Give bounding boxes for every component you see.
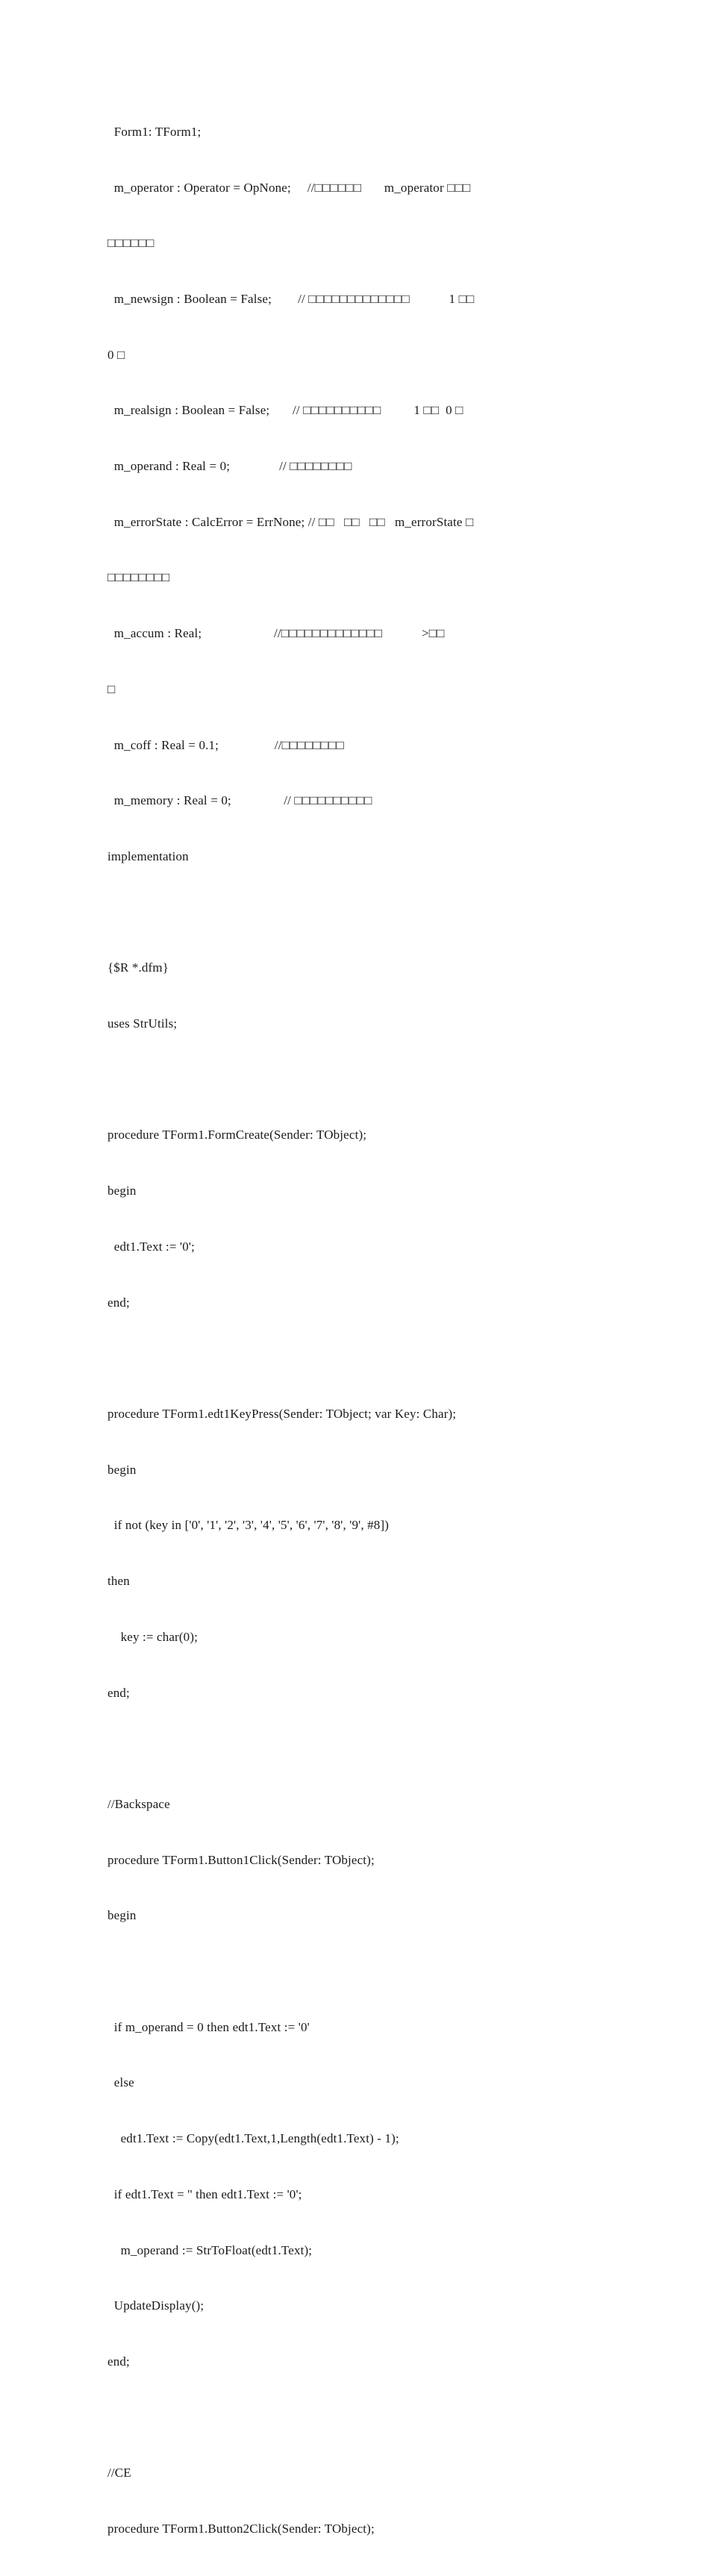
code-line: implementation [107,848,189,863]
code-line: m_memory : Real = 0; // □□□□□□□□□□ [107,793,372,808]
code-line: end; [107,1295,130,1310]
code-line: //CE [107,2466,131,2480]
code-line: begin [107,1908,137,1923]
code-line: {$R *.dfm} [107,960,169,975]
code-line: m_errorState : CalcError = ErrNone; // □□ □□ □□ m_errorState □ [107,514,474,529]
code-line: if not (key in ['0', '1', '2', '3', '4', '5', '6', '7', '8', '9', #8]) [107,1518,390,1533]
code-line: □□□□□□□□ [107,570,170,585]
code-line-blank [107,2409,630,2427]
code-line: □ [107,681,116,696]
code-line: m_operator : Operator = OpNone; //□□□□□□ m_operator □□□ [107,180,471,195]
code-line: procedure TForm1.Button1Click(Sender: TObject); [107,1852,375,1867]
code-line: if m_operand = 0 then edt1.Text := '0' [107,2019,310,2034]
code-line: else [107,2075,134,2090]
code-line: procedure TForm1.Button2Click(Sender: TObject); [107,2522,375,2536]
code-line: edt1.Text := '0'; [107,1239,195,1254]
code-line: then [107,1574,130,1589]
code-line-blank [107,904,630,922]
code-line: m_operand : Real = 0; // □□□□□□□□ [107,459,352,474]
code-line: if edt1.Text = '' then edt1.Text := '0'; [107,2186,302,2201]
code-line: //Backspace [107,1796,170,1811]
code-listing [107,86,630,2576]
code-line: □□□□□□ [107,236,154,251]
code-line: procedure TForm1.edt1KeyPress(Sender: TObject; var Key: Char); [107,1406,457,1421]
code-line-blank [107,1349,630,1368]
code-line: UpdateDisplay(); [107,2298,204,2313]
code-line: 0 □ [107,347,125,362]
code-line: m_realsign : Boolean = False; // □□□□□□□□□□ 1 □□ 0 □ [107,403,463,418]
code-line: Form1: TForm1; [107,124,202,139]
code-line: edt1.Text := Copy(edt1.Text,1,Length(edt1.Text) - 1); [107,2131,399,2146]
code-line: uses StrUtils; [107,1016,178,1031]
code-line-blank [107,1071,630,1090]
code-line: begin [107,1462,137,1477]
code-line: procedure TForm1.FormCreate(Sender: TObject); [107,1128,367,1142]
code-line: m_operand := StrToFloat(edt1.Text); [107,2242,313,2257]
code-line: begin [107,1184,137,1198]
code-line: end; [107,2354,130,2369]
code-line: m_coff : Real = 0.1; //□□□□□□□□ [107,737,344,752]
code-line: key := char(0); [107,1629,199,1644]
code-line-blank [107,1739,630,1758]
code-line-blank [107,1963,630,1981]
code-line: m_newsign : Boolean = False; // □□□□□□□□□□□□□ 1 □□ [107,291,475,306]
code-line: m_accum : Real; //□□□□□□□□□□□□□ >□□ [107,626,445,641]
code-line: end; [107,1685,130,1700]
